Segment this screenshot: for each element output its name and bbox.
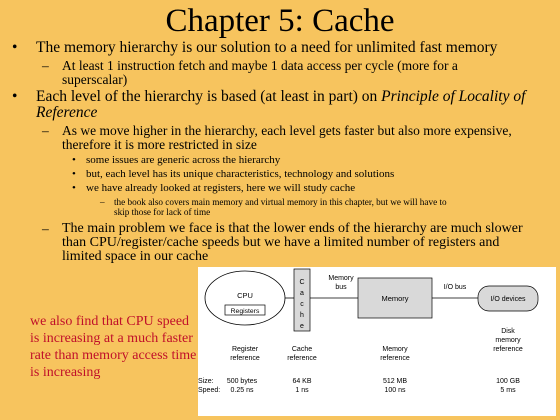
disk-reference-label: Disk	[501, 328, 515, 335]
bullet-text-part: Each level of the hierarchy is based (at least in part) on	[36, 88, 382, 105]
dot-marker: •	[72, 154, 76, 166]
cache-letter: e	[300, 323, 304, 330]
bullet-marker: •	[12, 39, 18, 56]
dash-marker: –	[42, 221, 49, 236]
memory-bus-label: bus	[335, 284, 347, 291]
sub-bullet-line: superscalar)	[62, 72, 128, 87]
speed-value: 0.25 ns	[230, 387, 254, 394]
cache-reference-label: reference	[287, 355, 317, 362]
cache-letter: h	[300, 312, 304, 319]
level3-item: some issues are generic across the hierarchy	[86, 154, 281, 166]
dash-marker: –	[100, 197, 105, 207]
bullet-text: The memory hierarchy is our solution to a need for unlimited fast memory	[36, 39, 498, 56]
emphasis-text: Principle of Locality of	[381, 88, 526, 105]
emphasis-text: Reference	[36, 104, 98, 121]
disk-reference-label: memory	[495, 337, 521, 344]
cache-letter: c	[300, 301, 304, 308]
cache-letter: a	[300, 290, 304, 297]
sub-bullet-line: than CPU/register/cache speeds but we have a limited number of registers and	[62, 235, 500, 250]
io-bus-label: I/O bus	[443, 284, 467, 291]
note-line: is increasing	[30, 365, 101, 380]
level4-line: the book also covers main memory and virtual memory in this chapter, but we will have to	[114, 197, 447, 207]
note-line: is increasing at a much faster	[30, 331, 193, 346]
sub-bullet-line: therefore it is more restricted in size	[62, 137, 257, 152]
memory-reference-label: Memory	[382, 346, 408, 353]
level3-item: we have already looked at registers, here we will study cache	[86, 182, 356, 194]
sub-bullet-line: The main problem we face is that the lower ends of the hierarchy are much slower	[62, 221, 523, 236]
dash-marker: –	[42, 123, 49, 138]
register-reference-label: reference	[230, 355, 260, 362]
cpu-label: CPU	[237, 291, 253, 300]
memory-bus-label: Memory	[328, 275, 354, 282]
dot-marker: •	[72, 182, 76, 194]
size-value: 512 MB	[382, 378, 408, 385]
sub-bullet-line: At least 1 instruction fetch and maybe 1 data access per cycle (more for a	[62, 58, 458, 73]
sub-bullet-line: As we move higher in the hierarchy, each level gets faster but also more expensive,	[62, 123, 512, 138]
speed-value: 100 ns	[384, 387, 406, 394]
size-label: Size:	[198, 378, 214, 385]
level3-item: but, each level has its unique characteristics, technology and solutions	[86, 168, 395, 180]
memory-reference-label: reference	[380, 355, 410, 362]
bullet-marker: •	[12, 88, 18, 105]
cache-reference-label: Cache	[291, 346, 313, 353]
size-value: 64 KB	[292, 378, 312, 385]
bullet-text	[36, 89, 525, 105]
dash-marker: –	[42, 58, 49, 73]
level4-line: skip those for lack of time	[114, 207, 211, 217]
slide-title: Chapter 5: Cache	[165, 3, 395, 39]
size-value: 100 GB	[496, 378, 520, 385]
note-line: rate than memory access time	[30, 348, 197, 363]
speed-label: Speed:	[198, 387, 221, 394]
sub-bullet-line: limited space in our cache	[62, 249, 209, 264]
register-reference-label: Register	[231, 346, 259, 353]
size-value: 500 bytes	[226, 378, 258, 385]
registers-label: Registers	[230, 308, 260, 315]
note-line: we also find that CPU speed	[30, 314, 190, 329]
dot-marker: •	[72, 168, 76, 180]
speed-value: 1 ns	[295, 387, 309, 394]
memory-hierarchy-diagram	[198, 267, 556, 416]
memory-label: Memory	[381, 294, 409, 303]
cache-letter: C	[299, 279, 305, 286]
speed-value: 5 ms	[500, 387, 516, 394]
disk-reference-label: reference	[493, 346, 523, 353]
io-devices-label: I/O devices	[490, 296, 526, 303]
